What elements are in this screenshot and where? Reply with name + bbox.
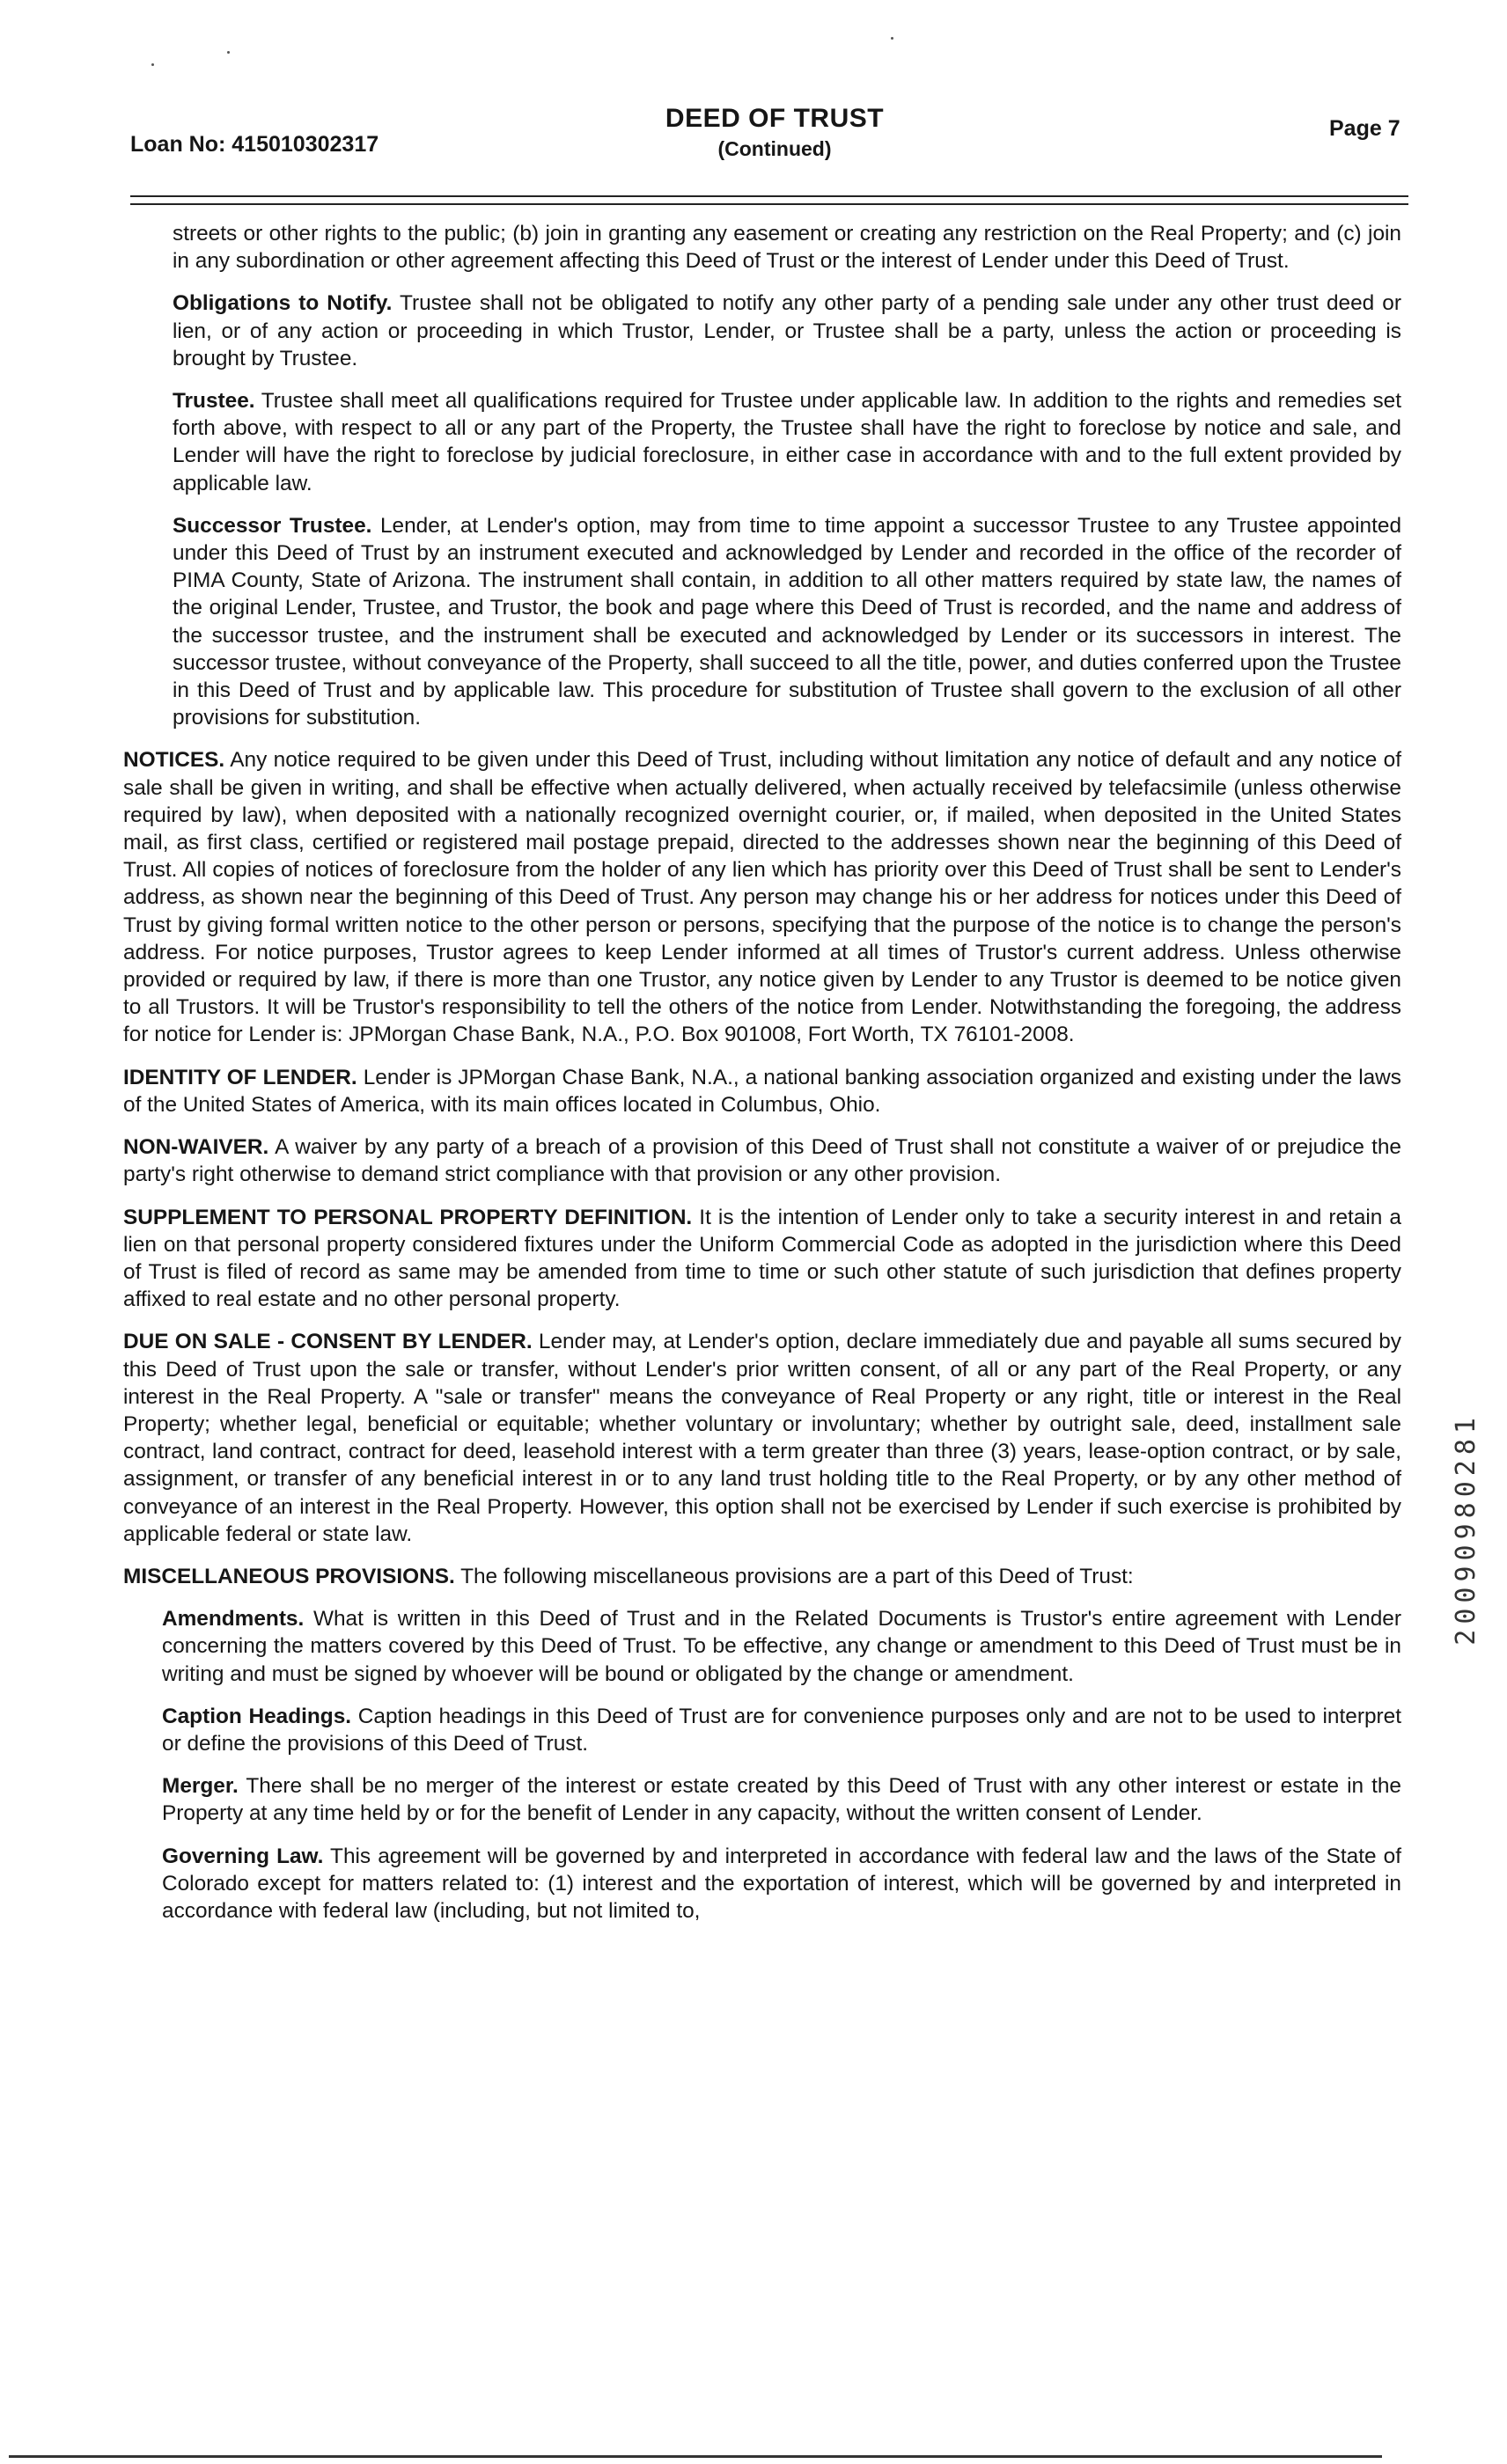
paragraph-text: Lender, at Lender's option, may from time to time appoint a successor Trustee to any Trustee appointed under this Deed of Trust by an instrument executed and acknowledged by Lender and recorded in the office of the recorder of PIMA County, State of Arizona. The instrument shall contain, in addition to all other matters required by state law, the names of the original Lender, Trustee, and Trustor, the book and page where this Deed of Trust is recorded, and the name and address of the successor trustee, and the instrument shall be executed and acknowledged by Lender or its successors in interest. The successor trustee, without conveyance of the Property, shall succeed to all the title, power, and duties conferred upon the Trustee in this Deed of Trust and by applicable law. This procedure for substitution of Trustee shall govern to the exclusion of all other provisions for substitution. — [173, 513, 1402, 730]
paragraph-heading: Successor Trustee. — [173, 513, 372, 538]
page-bottom-edge — [9, 2455, 1382, 2458]
paragraph-heading: Caption Headings. — [162, 1704, 352, 1728]
paragraph-heading: MISCELLANEOUS PROVISIONS. — [123, 1564, 455, 1588]
paragraph-due-on-sale — [123, 1328, 1401, 1548]
paragraph-heading: NOTICES. — [123, 748, 225, 773]
paragraph-merger — [162, 1772, 1401, 1827]
paragraph-text: This agreement will be governed by and interpreted in accordance with federal law and the laws of the State of Colorado except for matters related to: (1) interest and the exportation of interest, which will be governed by and interpreted in accordance with federal law (including, but not limited to, — [162, 1844, 1401, 1923]
paragraph-text: A waiver by any party of a breach of a provision of this Deed of Trust shall not constitute a waiver of or prejudice the party's right otherwise to demand strict compliance with that provision or any other provision. — [123, 1135, 1401, 1187]
paragraph-supplement — [123, 1204, 1401, 1314]
paragraph-miscellaneous — [123, 1563, 1401, 1590]
paragraph-heading: Governing Law. — [162, 1844, 324, 1868]
paragraph-heading: Amendments. — [162, 1607, 305, 1632]
header-divider-bottom — [130, 203, 1408, 205]
paragraph-text: It is the intention of Lender only to take a security interest in and retain a lien on that personal property considered fixtures under the Uniform Commercial Code as adopted in the jurisdiction where this Deed of Trust is filed of record as same may be amended from time to time or such other statute of such jurisdiction that defines property affixed to real estate and no other personal property. — [123, 1205, 1401, 1312]
paragraph-text: Trustee shall meet all qualifications required for Trustee under applicable law. In addition to the rights and remedies set forth above, with respect to all or any part of the Property, the Trustee shall have the right to foreclose by notice and sale, and Lender will have the right to foreclose by judicial foreclosure, in either case in accordance with and to the full extent provided by applicable law. — [173, 389, 1401, 495]
paragraph-non-waiver — [123, 1133, 1401, 1188]
paragraph-text: Lender may, at Lender's option, declare immediately due and payable all sums secured by this Deed of Trust upon the sale or transfer, without Lender's prior written consent, of all or any part of the Real Property, or any interest in the Real Property. A "sale or transfer" means the conveyance of Real Property or any right, title or interest in the Real Property; whether legal, beneficial or equitable; whether voluntary or involuntary; whether by outright sale, deed, installment sale contract, land contract, contract for deed, leasehold interest with a term greater than three (3) years, lease-option contract, or by sale, assignment, or transfer of any beneficial interest in or to any land trust holding title to the Real Property, or by any other method of conveyance of an interest in the Real Property. However, this option shall not be exercised by Lender if such exercise is prohibited by applicable federal or state law. — [123, 1330, 1401, 1546]
document-title: DEED OF TRUST — [665, 104, 885, 133]
paragraph-text: Lender is JPMorgan Chase Bank, N.A., a national banking association organized and existing under the laws of the United States of America, with its main offices located in Columbus, Ohio. — [123, 1065, 1401, 1117]
loan-number: 415010302317 — [232, 132, 379, 157]
page-number: Page 7 — [1329, 116, 1400, 141]
paragraph-streets — [173, 220, 1401, 275]
paragraph-caption-headings — [162, 1703, 1401, 1757]
paragraph-text: streets or other rights to the public; (b) join in granting any easement or creating any restriction on the Real Property; and (c) join in any subordination or other agreement affecting this Deed of Trust or the interest of Lender under this Deed of Trust. — [173, 222, 1401, 274]
paragraph-text: There shall be no merger of the interest or estate created by this Deed of Trust with any other interest or estate in the Property at any time held by or for the benefit of Lender in any capacity, without the written consent of Lender. — [162, 1774, 1401, 1826]
paragraph-amendments — [162, 1605, 1401, 1688]
document-body — [123, 220, 1401, 1940]
paragraph-heading: SUPPLEMENT TO PERSONAL PROPERTY DEFINITION. — [123, 1205, 693, 1229]
paragraph-heading: DUE ON SALE - CONSENT BY LENDER. — [123, 1330, 533, 1354]
loan-label: Loan No: — [130, 132, 226, 157]
scan-speck — [891, 37, 893, 40]
paragraph-identity-of-lender — [123, 1064, 1401, 1118]
paragraph-text: Caption headings in this Deed of Trust are for convenience purposes only and are not to be used to interpret or define the provisions of this Deed of Trust. — [162, 1704, 1401, 1756]
paragraph-text: What is written in this Deed of Trust and in the Related Documents is Trustor's entire agreement with Lender concerning the matters covered by this Deed of Trust. To be effective, any change or amendment to this Deed of Trust must be in writing and must be signed by whoever will be bound or obligated by the change or amendment. — [162, 1607, 1401, 1686]
paragraph-heading: Obligations to Notify. — [173, 291, 393, 316]
paragraph-trustee — [173, 387, 1401, 497]
header-divider-top — [130, 195, 1408, 197]
paragraph-heading: Merger. — [162, 1774, 239, 1799]
loan-number-line — [130, 132, 379, 158]
recording-number-stamp: 20090980281 — [1451, 1412, 1481, 1646]
paragraph-text: Trustee shall not be obligated to notify any other party of a pending sale under any other trust deed or lien, or of any action or proceeding in which Trustor, Lender, or Trustee shall be a party, unless the action or proceeding is brought by Trustee. — [173, 291, 1401, 370]
document-subtitle: (Continued) — [717, 137, 832, 160]
paragraph-text: Any notice required to be given under this Deed of Trust, including without limitation any notice of default and any notice of sale shall be given in writing, and shall be effective when actually delivered, when actually received by telefacsimile (unless otherwise required by law), when deposited with a nationally recognized overnight courier, or, if mailed, when deposited in the United States mail, as first class, certified or registered mail postage prepaid, directed to the addresses shown near the beginning of this Deed of Trust. All copies of notices of foreclosure from the holder of any lien which has priority over this Deed of Trust shall be sent to Lender's address, as shown near the beginning of this Deed of Trust. Any person may change his or her address for notices under this Deed of Trust by giving formal written notice to the other person or persons, specifying that the purpose of the notice is to change the person's address. For notice purposes, Trustor agrees to keep Lender informed at all times of Trustor's current address. Unless otherwise provided or required by law, if there is more than one Trustor, any notice given by Lender to any Trustor is deemed to be notice given to all Trustors. It will be Trustor's responsibility to tell the others of the notice from Lender. Notwithstanding the foregoing, the address for notice for Lender is: JPMorgan Chase Bank, N.A., P.O. Box 901008, Fort Worth, TX 76101-2008. — [123, 748, 1401, 1047]
paragraph-governing-law — [162, 1843, 1401, 1925]
paragraph-text: The following miscellaneous provisions are a part of this Deed of Trust: — [460, 1564, 1134, 1588]
scan-speck — [227, 51, 230, 54]
paragraph-heading: IDENTITY OF LENDER. — [123, 1065, 357, 1089]
paragraph-heading: Trustee. — [173, 389, 255, 414]
document-header — [563, 104, 986, 161]
paragraph-successor-trustee — [173, 512, 1401, 732]
paragraph-notices — [123, 746, 1401, 1048]
paragraph-obligations-to-notify — [173, 290, 1401, 372]
scan-speck — [151, 63, 154, 66]
paragraph-heading: NON-WAIVER. — [123, 1135, 269, 1160]
